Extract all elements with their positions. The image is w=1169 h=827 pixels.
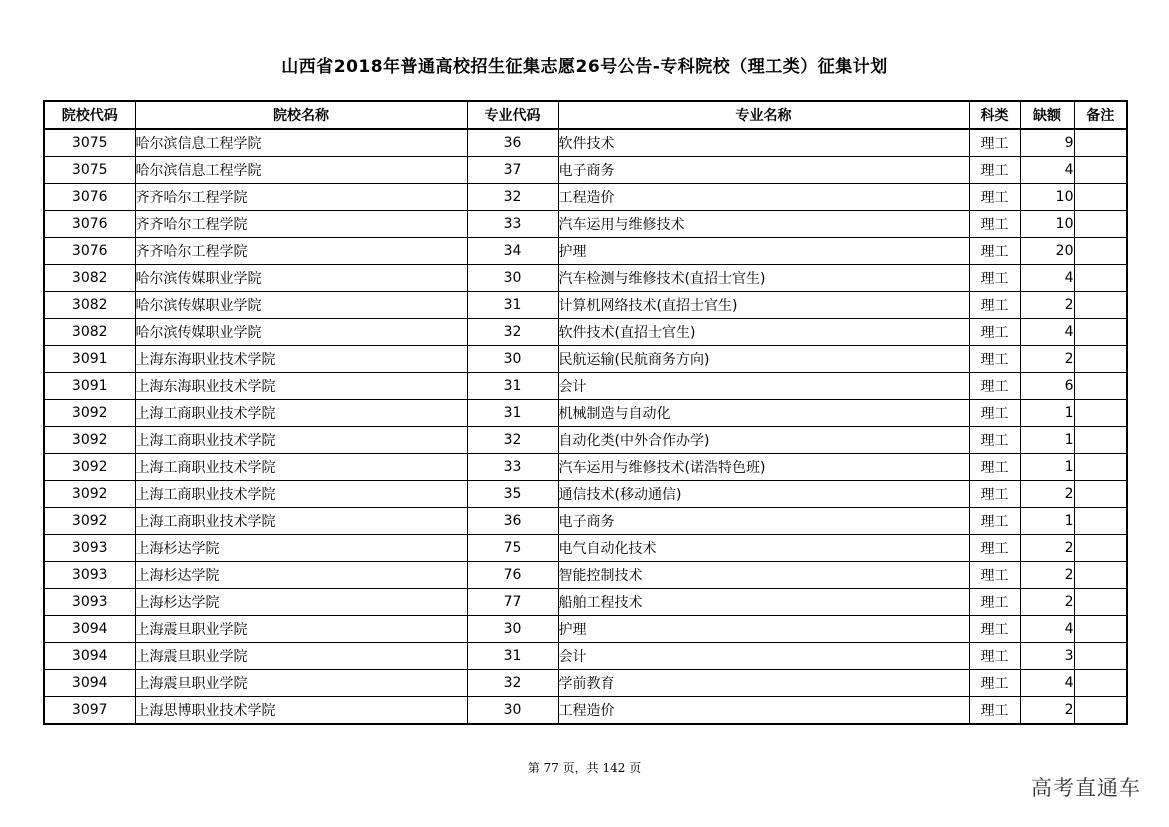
category-cell: 理工 <box>969 670 1020 697</box>
school-code-cell: 3093 <box>44 589 135 616</box>
school-name-cell: 上海工商职业技术学院 <box>135 508 467 535</box>
vacancy-cell: 1 <box>1020 508 1074 535</box>
table-row <box>44 481 1127 508</box>
major-name-cell: 软件技术(直招士官生) <box>558 319 969 346</box>
vacancy-cell: 4 <box>1020 616 1074 643</box>
school-name-cell: 上海震旦职业学院 <box>135 643 467 670</box>
school-code-cell: 3092 <box>44 427 135 454</box>
school-code-cell: 3093 <box>44 562 135 589</box>
vacancy-cell: 10 <box>1020 211 1074 238</box>
major-code-cell: 32 <box>467 670 558 697</box>
header-major-code: 专业代码 <box>467 101 558 129</box>
vacancy-cell: 2 <box>1020 292 1074 319</box>
vacancy-cell: 9 <box>1020 129 1074 157</box>
table-row <box>44 211 1127 238</box>
table-row <box>44 292 1127 319</box>
page-title: 山西省2018年普通高校招生征集志愿26号公告-专科院校（理工类）征集计划 <box>281 57 888 77</box>
vacancy-cell: 2 <box>1020 535 1074 562</box>
remarks-cell <box>1074 454 1127 481</box>
major-name-cell: 护理 <box>558 616 969 643</box>
major-name-cell: 船舶工程技术 <box>558 589 969 616</box>
school-name-cell: 上海东海职业技术学院 <box>135 373 467 400</box>
remarks-cell <box>1074 697 1127 725</box>
category-cell: 理工 <box>969 697 1020 725</box>
header-school-name: 院校名称 <box>135 101 467 129</box>
major-code-cell: 31 <box>467 400 558 427</box>
header-remarks: 备注 <box>1074 101 1127 129</box>
major-code-cell: 30 <box>467 265 558 292</box>
vacancy-cell: 2 <box>1020 697 1074 725</box>
remarks-cell <box>1074 157 1127 184</box>
major-name-cell: 通信技术(移动通信) <box>558 481 969 508</box>
vacancy-cell: 2 <box>1020 562 1074 589</box>
major-code-cell: 31 <box>467 292 558 319</box>
category-cell: 理工 <box>969 157 1020 184</box>
major-code-cell: 76 <box>467 562 558 589</box>
school-name-cell: 齐齐哈尔工程学院 <box>135 211 467 238</box>
table-row <box>44 589 1127 616</box>
school-name-cell: 上海思博职业技术学院 <box>135 697 467 725</box>
major-name-cell: 工程造价 <box>558 697 969 725</box>
school-code-cell: 3093 <box>44 535 135 562</box>
school-name-cell: 齐齐哈尔工程学院 <box>135 238 467 265</box>
vacancy-cell: 4 <box>1020 265 1074 292</box>
major-name-cell: 软件技术 <box>558 129 969 157</box>
page-number: 第 77 页，共 142 页 <box>527 761 642 775</box>
remarks-cell <box>1074 508 1127 535</box>
table-row <box>44 697 1127 725</box>
category-cell: 理工 <box>969 319 1020 346</box>
table-row <box>44 373 1127 400</box>
remarks-cell <box>1074 400 1127 427</box>
school-name-cell: 哈尔滨传媒职业学院 <box>135 292 467 319</box>
remarks-cell <box>1074 292 1127 319</box>
vacancy-cell: 20 <box>1020 238 1074 265</box>
table-row <box>44 238 1127 265</box>
category-cell: 理工 <box>969 265 1020 292</box>
major-name-cell: 汽车运用与维修技术(诺浩特色班) <box>558 454 969 481</box>
major-name-cell: 会计 <box>558 373 969 400</box>
remarks-cell <box>1074 184 1127 211</box>
header-major-name: 专业名称 <box>558 101 969 129</box>
school-code-cell: 3092 <box>44 508 135 535</box>
remarks-cell <box>1074 616 1127 643</box>
header-category: 科类 <box>969 101 1020 129</box>
school-name-cell: 上海工商职业技术学院 <box>135 481 467 508</box>
major-code-cell: 30 <box>467 616 558 643</box>
table-row <box>44 400 1127 427</box>
major-code-cell: 30 <box>467 697 558 725</box>
school-name-cell: 哈尔滨传媒职业学院 <box>135 265 467 292</box>
table-row <box>44 184 1127 211</box>
major-code-cell: 34 <box>467 238 558 265</box>
table-row <box>44 508 1127 535</box>
school-code-cell: 3075 <box>44 157 135 184</box>
remarks-cell <box>1074 481 1127 508</box>
major-code-cell: 30 <box>467 346 558 373</box>
school-code-cell: 3092 <box>44 481 135 508</box>
school-name-cell: 齐齐哈尔工程学院 <box>135 184 467 211</box>
category-cell: 理工 <box>969 184 1020 211</box>
school-code-cell: 3092 <box>44 454 135 481</box>
vacancy-cell: 4 <box>1020 319 1074 346</box>
school-name-cell: 上海东海职业技术学院 <box>135 346 467 373</box>
major-code-cell: 33 <box>467 211 558 238</box>
remarks-cell <box>1074 535 1127 562</box>
major-code-cell: 37 <box>467 157 558 184</box>
school-name-cell: 上海震旦职业学院 <box>135 616 467 643</box>
school-name-cell: 哈尔滨传媒职业学院 <box>135 319 467 346</box>
table-row <box>44 454 1127 481</box>
major-code-cell: 35 <box>467 481 558 508</box>
remarks-cell <box>1074 373 1127 400</box>
major-name-cell: 民航运输(民航商务方向) <box>558 346 969 373</box>
category-cell: 理工 <box>969 346 1020 373</box>
category-cell: 理工 <box>969 589 1020 616</box>
vacancy-cell: 1 <box>1020 427 1074 454</box>
school-name-cell: 上海杉达学院 <box>135 589 467 616</box>
table-row <box>44 157 1127 184</box>
major-code-cell: 32 <box>467 184 558 211</box>
category-cell: 理工 <box>969 427 1020 454</box>
vacancy-cell: 10 <box>1020 184 1074 211</box>
category-cell: 理工 <box>969 643 1020 670</box>
table-row <box>44 643 1127 670</box>
major-name-cell: 汽车运用与维修技术 <box>558 211 969 238</box>
vacancy-cell: 1 <box>1020 400 1074 427</box>
category-cell: 理工 <box>969 508 1020 535</box>
major-code-cell: 31 <box>467 373 558 400</box>
watermark: 高考直通车 <box>1031 776 1141 800</box>
remarks-cell <box>1074 589 1127 616</box>
school-code-cell: 3094 <box>44 670 135 697</box>
major-code-cell: 31 <box>467 643 558 670</box>
header-school-code: 院校代码 <box>44 101 135 129</box>
category-cell: 理工 <box>969 562 1020 589</box>
major-code-cell: 75 <box>467 535 558 562</box>
vacancy-cell: 1 <box>1020 454 1074 481</box>
category-cell: 理工 <box>969 211 1020 238</box>
school-name-cell: 哈尔滨信息工程学院 <box>135 157 467 184</box>
table-row <box>44 319 1127 346</box>
major-code-cell: 36 <box>467 129 558 157</box>
vacancy-cell: 2 <box>1020 589 1074 616</box>
school-code-cell: 3091 <box>44 373 135 400</box>
remarks-cell <box>1074 238 1127 265</box>
school-code-cell: 3097 <box>44 697 135 725</box>
category-cell: 理工 <box>969 373 1020 400</box>
remarks-cell <box>1074 670 1127 697</box>
school-name-cell: 上海杉达学院 <box>135 562 467 589</box>
major-name-cell: 电气自动化技术 <box>558 535 969 562</box>
school-code-cell: 3076 <box>44 238 135 265</box>
table-row <box>44 535 1127 562</box>
remarks-cell <box>1074 643 1127 670</box>
school-code-cell: 3082 <box>44 319 135 346</box>
school-code-cell: 3094 <box>44 616 135 643</box>
remarks-cell <box>1074 265 1127 292</box>
table-row <box>44 562 1127 589</box>
category-cell: 理工 <box>969 238 1020 265</box>
vacancy-cell: 3 <box>1020 643 1074 670</box>
remarks-cell <box>1074 562 1127 589</box>
category-cell: 理工 <box>969 454 1020 481</box>
school-name-cell: 上海工商职业技术学院 <box>135 400 467 427</box>
vacancy-cell: 2 <box>1020 481 1074 508</box>
remarks-cell <box>1074 319 1127 346</box>
major-name-cell: 机械制造与自动化 <box>558 400 969 427</box>
major-name-cell: 自动化类(中外合作办学) <box>558 427 969 454</box>
major-name-cell: 护理 <box>558 238 969 265</box>
table-row <box>44 616 1127 643</box>
school-name-cell: 哈尔滨信息工程学院 <box>135 129 467 157</box>
major-name-cell: 学前教育 <box>558 670 969 697</box>
major-name-cell: 电子商务 <box>558 508 969 535</box>
remarks-cell <box>1074 427 1127 454</box>
header-vacancy: 缺额 <box>1020 101 1074 129</box>
table-row <box>44 346 1127 373</box>
major-name-cell: 电子商务 <box>558 157 969 184</box>
major-code-cell: 32 <box>467 319 558 346</box>
school-code-cell: 3082 <box>44 292 135 319</box>
major-name-cell: 计算机网络技术(直招士官生) <box>558 292 969 319</box>
vacancy-cell: 2 <box>1020 346 1074 373</box>
school-name-cell: 上海工商职业技术学院 <box>135 427 467 454</box>
major-code-cell: 36 <box>467 508 558 535</box>
vacancy-cell: 6 <box>1020 373 1074 400</box>
school-name-cell: 上海震旦职业学院 <box>135 670 467 697</box>
school-name-cell: 上海工商职业技术学院 <box>135 454 467 481</box>
category-cell: 理工 <box>969 481 1020 508</box>
major-name-cell: 智能控制技术 <box>558 562 969 589</box>
category-cell: 理工 <box>969 400 1020 427</box>
major-code-cell: 32 <box>467 427 558 454</box>
remarks-cell <box>1074 129 1127 157</box>
school-code-cell: 3076 <box>44 184 135 211</box>
school-code-cell: 3094 <box>44 643 135 670</box>
category-cell: 理工 <box>969 129 1020 157</box>
table-row <box>44 427 1127 454</box>
major-name-cell: 工程造价 <box>558 184 969 211</box>
major-code-cell: 77 <box>467 589 558 616</box>
table-row <box>44 265 1127 292</box>
school-code-cell: 3091 <box>44 346 135 373</box>
table-row <box>44 129 1127 157</box>
enrollment-plan-table <box>43 100 1128 725</box>
vacancy-cell: 4 <box>1020 670 1074 697</box>
major-name-cell: 汽车检测与维修技术(直招士官生) <box>558 265 969 292</box>
major-code-cell: 33 <box>467 454 558 481</box>
school-code-cell: 3076 <box>44 211 135 238</box>
remarks-cell <box>1074 346 1127 373</box>
school-name-cell: 上海杉达学院 <box>135 535 467 562</box>
school-code-cell: 3075 <box>44 129 135 157</box>
school-code-cell: 3082 <box>44 265 135 292</box>
category-cell: 理工 <box>969 616 1020 643</box>
major-name-cell: 会计 <box>558 643 969 670</box>
table-header-row <box>44 101 1127 129</box>
table-row <box>44 670 1127 697</box>
category-cell: 理工 <box>969 535 1020 562</box>
category-cell: 理工 <box>969 292 1020 319</box>
remarks-cell <box>1074 211 1127 238</box>
school-code-cell: 3092 <box>44 400 135 427</box>
vacancy-cell: 4 <box>1020 157 1074 184</box>
